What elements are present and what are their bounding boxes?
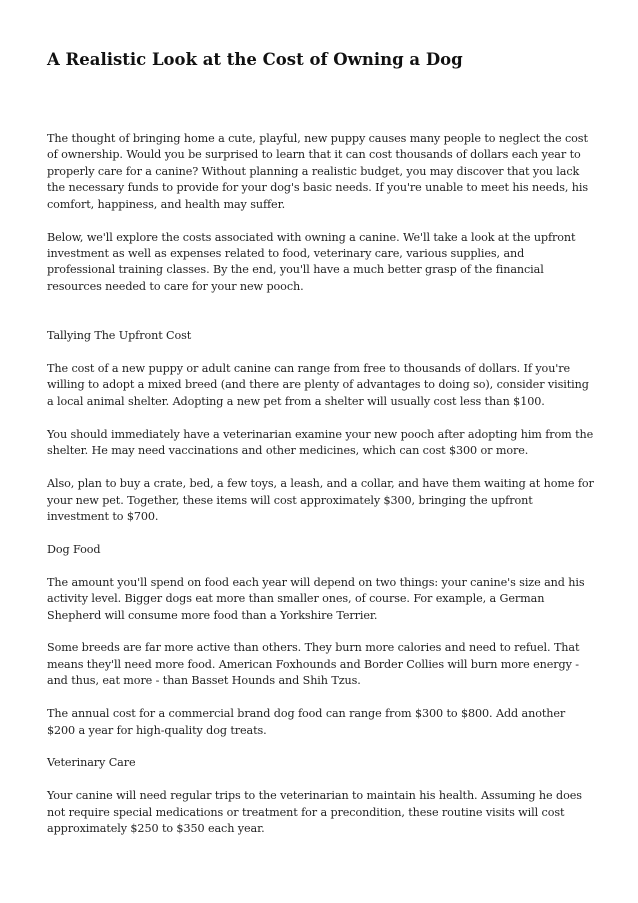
intro-paragraph-2: Below, we'll explore the costs associated with owning a canine. We'll take a look at the upfront investment as well as expenses related to food, veterinary care, various supplies, and professional training classes. By the end, you'll have a much better grasp of the financial resources needed to care for your new pooch. <box>47 230 576 293</box>
document-title: A Realistic Look at the Cost of Owning a Dog <box>47 50 463 69</box>
section-paragraph: Some breeds are far more active than others. They burn more calories and need to refuel. That means they'll need more food. American Foxhounds and Border Collies will burn more energy - and thus, eat more - than Basset Hounds and Shih Tzus. <box>47 641 580 688</box>
section-heading-dog-food: Dog Food <box>47 542 101 556</box>
section-paragraph: The cost of a new puppy or adult canine can range from free to thousands of dollars. If you're willing to adopt a mixed breed (and there are plenty of advantages to doing so), consider visiting a local animal shelter. Adopting a new pet from a shelter will usually cost less than $100. <box>47 362 589 408</box>
section-heading-veterinary-care: Veterinary Care <box>47 756 136 770</box>
intro-paragraph-1: The thought of bringing home a cute, playful, new puppy causes many people to neglect the cost of ownership. Would you be surprised to learn that it can cost thousands of dollars each year to properly care for a canine? Without planning a realistic budget, you may discover that you lack the necessary funds to provide for your dog's basic needs. If you're unable to meet his needs, his comfort, happiness, and health may suffer. <box>47 132 588 211</box>
document-body <box>47 131 595 854</box>
section-paragraph: Also, plan to buy a crate, bed, a few toys, a leash, and a collar, and have them waiting at home for your new pet. Together, these items will cost approximately $300, bringing the upfront investment to $700. <box>47 477 594 523</box>
section-paragraph: Your canine will need regular trips to the veterinarian to maintain his health. Assuming he does not require special medications or treatment for a precondition, these routine visits will cost approximately $250 to $350 each year. <box>47 789 582 836</box>
section-paragraph: The annual cost for a commercial brand dog food can range from $300 to $800. Add another $200 a year for high-quality dog treats. <box>47 707 566 737</box>
section-paragraph: You should immediately have a veterinarian examine your new pooch after adopting him from the shelter. He may need vaccinations and other medicines, which can cost $300 or more. <box>47 427 594 458</box>
section-paragraph: The amount you'll spend on food each year will depend on two things: your canine's size and his activity level. Bigger dogs eat more than smaller ones, of course. For example, a German Shepherd will consume more food than a Yorkshire Terrier. <box>47 575 585 622</box>
section-heading-upfront-cost: Tallying The Upfront Cost <box>47 329 192 343</box>
